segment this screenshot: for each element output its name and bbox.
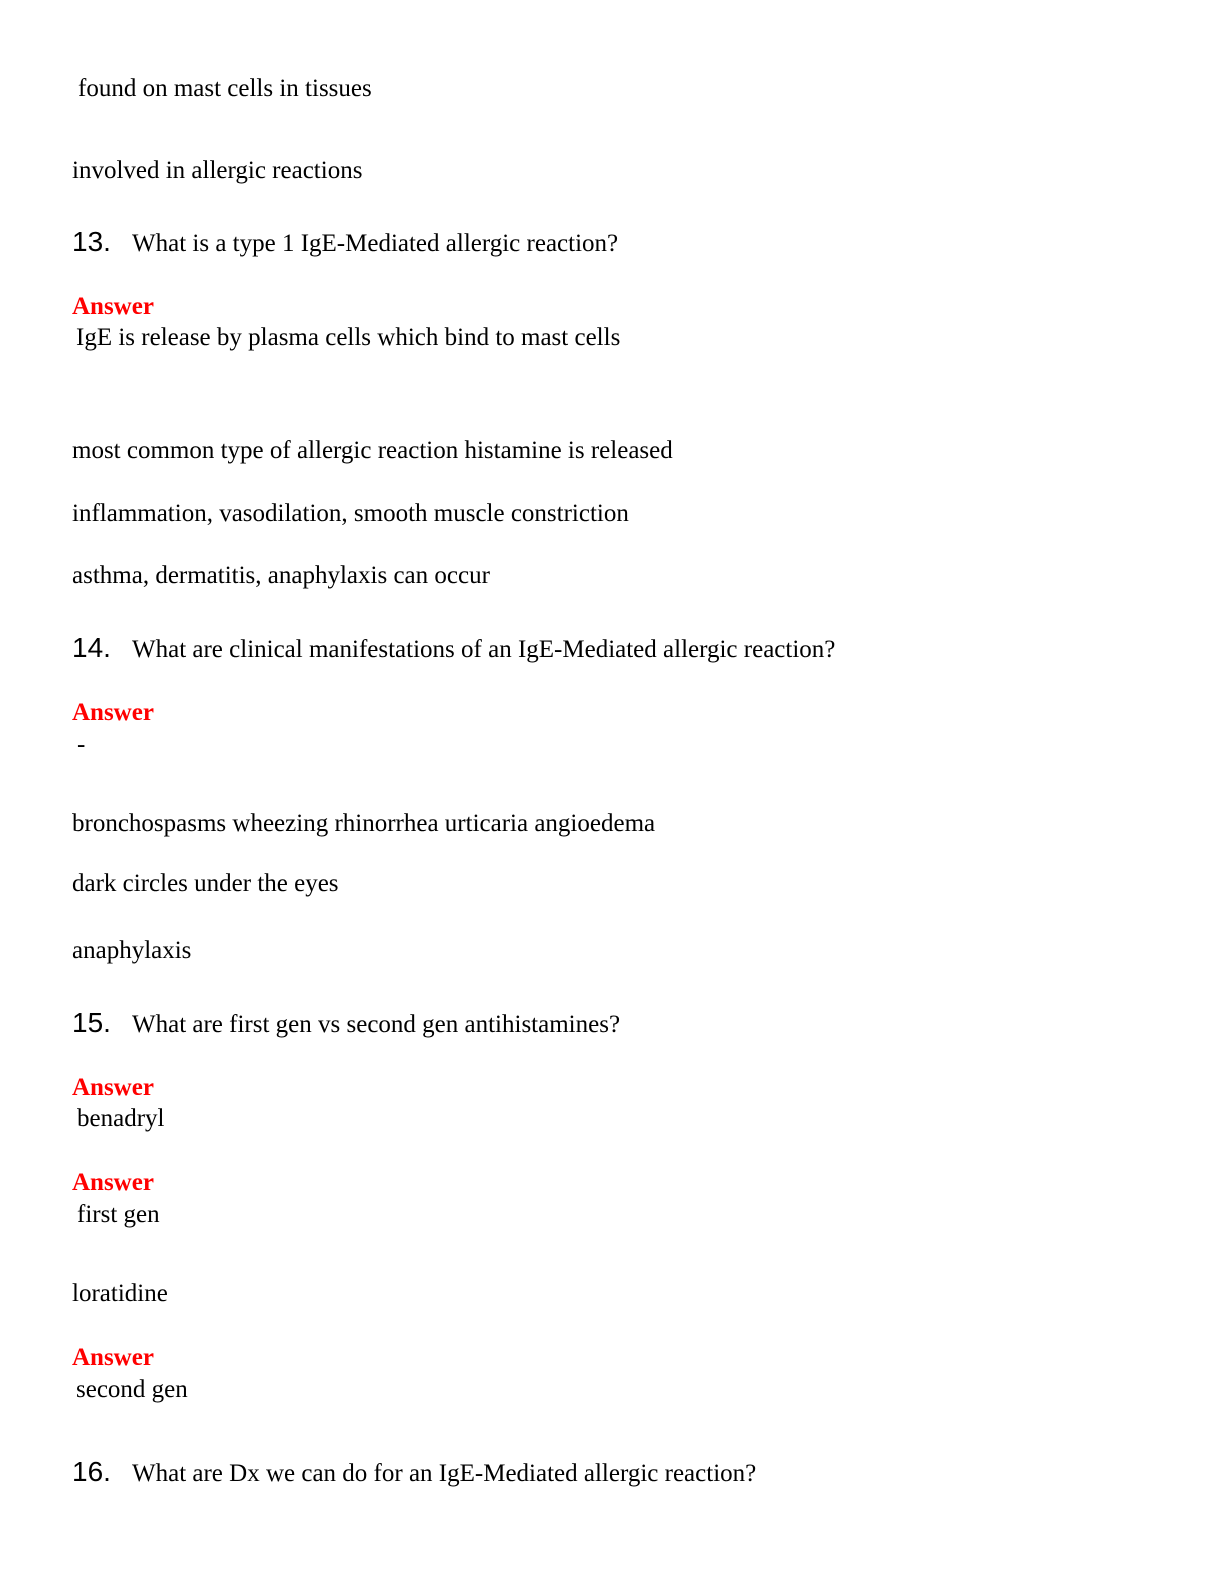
note-line: inflammation, vasodilation, smooth muscle constriction xyxy=(72,500,629,527)
question-16 xyxy=(72,1455,756,1494)
question-number: 15. xyxy=(72,1007,111,1038)
note-line: asthma, dermatitis, anaphylaxis can occur xyxy=(72,562,490,589)
note-line: loratidine xyxy=(72,1280,168,1307)
intro-line: involved in allergic reactions xyxy=(72,157,363,184)
question-14 xyxy=(72,631,835,670)
answer-text: - xyxy=(77,731,86,758)
note-line: dark circles under the eyes xyxy=(72,870,339,897)
note-line: bronchospasms wheezing rhinorrhea urticaria angioedema xyxy=(72,810,656,837)
question-text: What are first gen vs second gen antihistamines? xyxy=(132,1011,621,1038)
question-text: What are clinical manifestations of an IgE-Mediated allergic reaction? xyxy=(132,636,836,663)
intro-line: found on mast cells in tissues xyxy=(78,75,372,102)
note-line: anaphylaxis xyxy=(72,937,192,964)
question-number: 16. xyxy=(72,1456,111,1487)
question-13 xyxy=(72,225,618,264)
answer-label: Answer xyxy=(72,1344,154,1371)
note-line: most common type of allergic reaction histamine is released xyxy=(72,437,673,464)
answer-label: Answer xyxy=(72,1074,154,1101)
answer-text: second gen xyxy=(76,1376,188,1403)
question-text: What are Dx we can do for an IgE-Mediated allergic reaction? xyxy=(132,1460,757,1487)
question-number: 13. xyxy=(72,226,111,257)
question-number: 14. xyxy=(72,632,111,663)
question-text: What is a type 1 IgE-Mediated allergic reaction? xyxy=(132,230,619,257)
answer-label: Answer xyxy=(72,293,154,320)
question-15 xyxy=(72,1006,620,1045)
answer-text: first gen xyxy=(77,1201,160,1228)
answer-text: IgE is release by plasma cells which bind to mast cells xyxy=(76,324,621,351)
answer-text: benadryl xyxy=(77,1105,165,1132)
answer-label: Answer xyxy=(72,699,154,726)
answer-label: Answer xyxy=(72,1169,154,1196)
